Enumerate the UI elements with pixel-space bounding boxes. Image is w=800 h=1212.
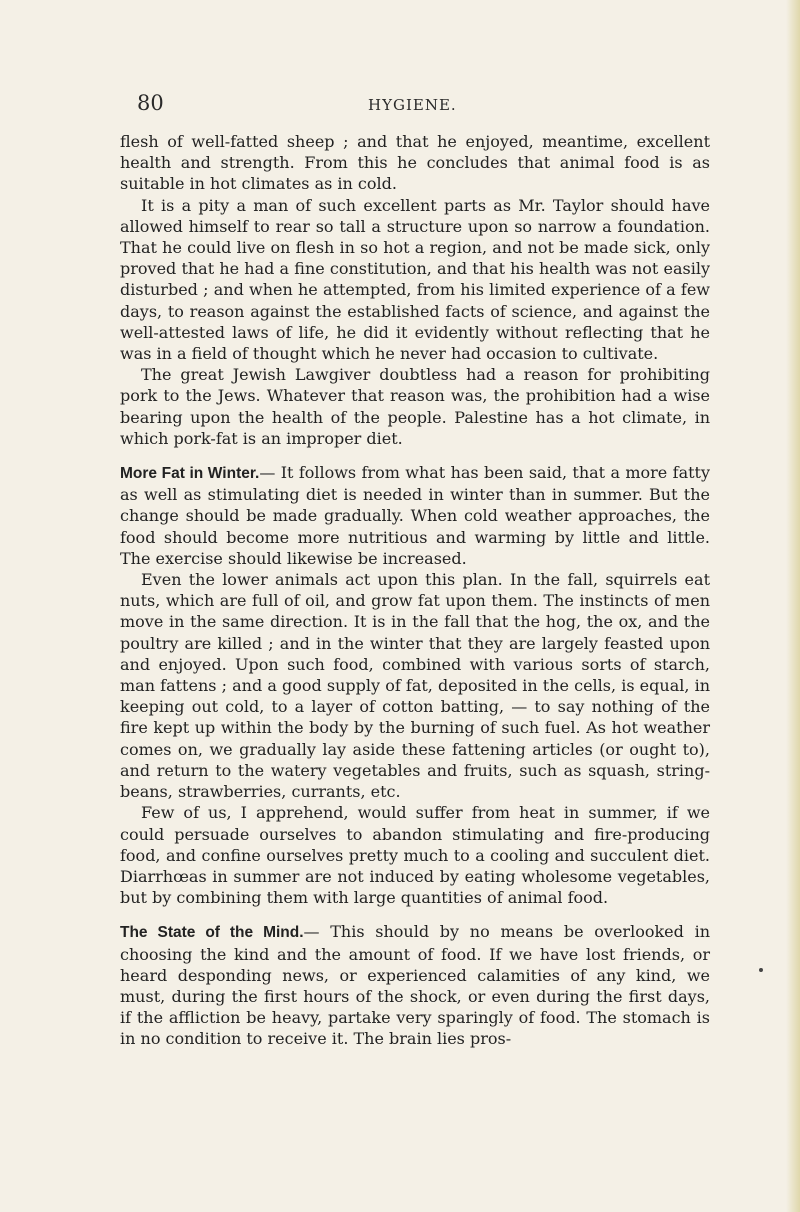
page-edge-shadow bbox=[786, 0, 800, 1212]
paragraph: Even the lower animals act upon this plan. In the fall, squirrels eat nuts, which are full of oil, and grow fat upon them. The instincts of men move in the same direction. It is in the fall that the hog, the ox, and the poultry are killed ; and in the winter that they are largely feasted upon and enjoyed. Upon such food, combined with various sorts of starch, man fattens ; and a good supply of fat, deposited in the cells, is equal, in keeping out cold, to a layer of cotton batting, — to say nothing of the fire kept up within the body by the burning of such fuel. As hot weather comes on, we gradually lay aside these fattening articles (or ought to), and return to the watery vegetables and fruits, such as squash, string-beans, strawberries, currants, etc. bbox=[120, 570, 710, 802]
section-heading: The State of the Mind. bbox=[120, 924, 304, 942]
section-more-fat bbox=[120, 462, 710, 569]
body-text bbox=[120, 131, 710, 1050]
section-state-of-mind bbox=[120, 921, 710, 1049]
section-lead-text: It follows from what has been said, that a more fatty as well as stimulating diet is needed in winter than in summer. But the change should be made gradually. When cold weather approaches, the food should become more nutritious and warming by little and little. The exercise should likewise be increased. bbox=[120, 463, 711, 568]
paragraph: The great Jewish Lawgiver doubtless had a reason for prohibiting pork to the Jews. Whatever that reason was, the prohibition had a wise bearing upon the health of the people. Palestine has a hot climate, in which pork-fat is an improper diet. bbox=[120, 365, 710, 448]
section-heading: More Fat in Winter. bbox=[120, 465, 260, 483]
page-number: 80 bbox=[137, 91, 164, 115]
section-dash: — bbox=[303, 922, 320, 942]
ink-speck bbox=[759, 968, 763, 972]
running-title: HYGIENE. bbox=[368, 96, 457, 114]
section-dash: — bbox=[259, 463, 276, 483]
section-lead-text: This should by no means be overlooked in choosing the kind and the amount of food. If we have lost friends, or heard desponding news, or experienced calamities of any kind, we must, during the first hours of the shock, or even during the first days, if the affliction be heavy, partake very sparingly of food. The stomach is in no condition to receive it. The brain lies pros- bbox=[120, 922, 710, 1049]
paragraph: Few of us, I apprehend, would suffer from heat in summer, if we could persuade ourselves to abandon stimulating and fire-producing food, and confine ourselves pretty much to a cooling and succulent diet. Diarrhœas in summer are not induced by eating wholesome vegetables, but by combining them with large quantities of animal food. bbox=[120, 803, 710, 908]
paragraph: It is a pity a man of such excellent parts as Mr. Taylor should have allowed himself to rear so tall a structure upon so narrow a foundation. That he could live on flesh in so hot a region, and not be made sick, only proved that he had a fine constitution, and that his health was not easily disturbed ; and when he attempted, from his limited experience of a few days, to reason against the established facts of science, and against the well-attested laws of life, he did it evidently without reflecting that he was in a field of thought which he never had occasion to cultivate. bbox=[120, 195, 710, 364]
paragraph: flesh of well-fatted sheep ; and that he enjoyed, meantime, excellent health and strength. From this he concludes that animal food is as suitable in hot climates as in cold. bbox=[120, 132, 710, 194]
